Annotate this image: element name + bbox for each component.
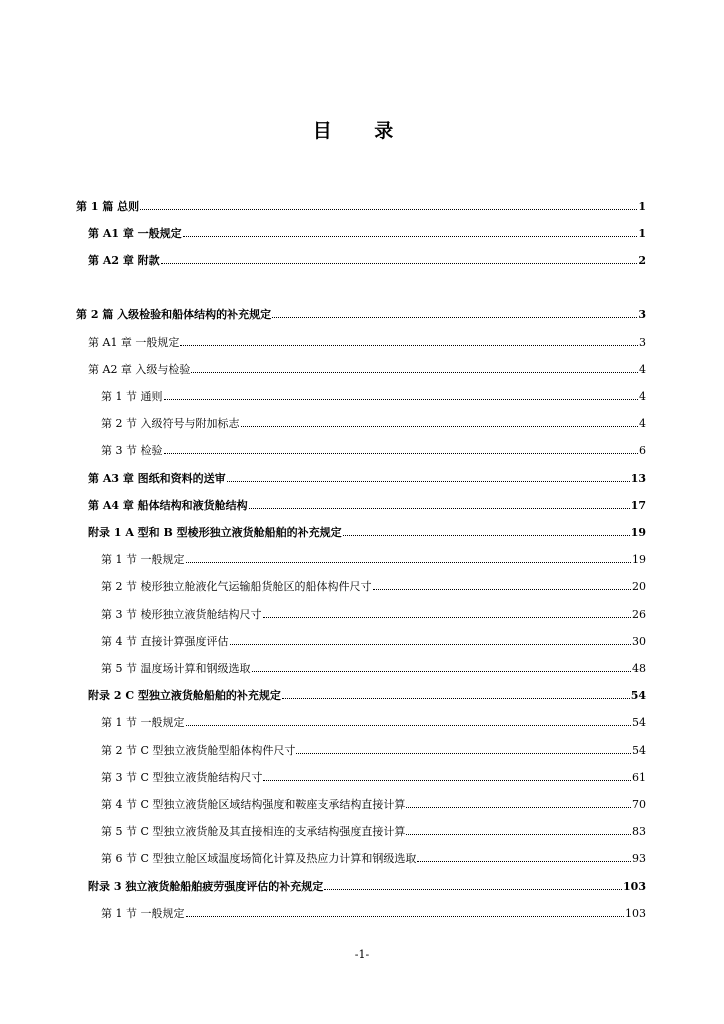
toc-entry-label: 第 5 节 C 型独立液货舱及其直接相连的支承结构强度直接计算 (101, 825, 406, 838)
dot-leader (140, 200, 637, 210)
toc-entry[interactable] (101, 744, 646, 758)
toc-entry-label: 第 A2 章 附款 (88, 254, 160, 267)
toc-entry-label: 附录 2 C 型独立液货舱船舶的补充规定 (88, 689, 281, 702)
toc-entry-label: 第 1 节 通则 (101, 390, 163, 403)
toc-entry-label: 第 A2 章 入级与检验 (88, 363, 191, 376)
page-number-footer: -1- (354, 948, 370, 961)
toc-entry[interactable] (88, 336, 646, 350)
dot-leader (180, 336, 638, 346)
toc-entry-label: 第 4 节 C 型独立液货舱区域结构强度和鞍座支承结构直接计算 (101, 798, 406, 811)
dot-leader (406, 798, 631, 808)
toc-entry-label: 第 4 节 直接计算强度评估 (101, 635, 229, 648)
toc-entry[interactable] (101, 798, 646, 812)
toc-entry-label: 第 1 节 一般规定 (101, 553, 185, 566)
toc-entry-page: 54 (632, 716, 646, 729)
toc-entry[interactable] (88, 363, 646, 377)
toc-entry-page: 17 (630, 499, 646, 512)
toc-entry[interactable] (101, 662, 646, 676)
dot-leader (186, 907, 625, 917)
dot-leader (164, 390, 639, 400)
dot-leader (230, 635, 632, 645)
toc-entry[interactable] (88, 499, 646, 513)
toc-entry-page: 13 (630, 472, 646, 485)
toc-entry-page: 4 (639, 390, 646, 403)
toc-entry-page: 1 (638, 200, 646, 213)
toc-entry-page: 20 (632, 580, 646, 593)
toc-entry-page: 30 (632, 635, 646, 648)
toc-entry[interactable] (101, 825, 646, 839)
toc-entry[interactable] (101, 580, 646, 594)
toc-entry-page: 4 (639, 363, 646, 376)
toc-entry[interactable] (76, 308, 646, 322)
toc-entry[interactable] (101, 553, 646, 567)
dot-leader (252, 662, 632, 672)
dot-leader (343, 526, 630, 536)
toc-entry-page: 103 (623, 880, 646, 893)
toc-entry[interactable] (88, 254, 646, 268)
dot-leader (186, 716, 632, 726)
toc-entry[interactable] (101, 716, 646, 730)
toc-entry-page: 61 (632, 771, 646, 784)
dot-leader (164, 444, 639, 454)
toc-entry[interactable] (101, 608, 646, 622)
toc-entry[interactable] (88, 472, 646, 486)
toc-entry-label: 第 2 节 C 型独立液货舱型船体构件尺寸 (101, 744, 296, 757)
toc-entry-label: 第 3 节 棱形独立液货舱结构尺寸 (101, 608, 262, 621)
dot-leader (191, 363, 638, 373)
page-title: 目 录 (312, 120, 412, 142)
dot-leader (282, 689, 630, 699)
toc-entry-label: 第 A1 章 一般规定 (88, 227, 182, 240)
toc-entry[interactable] (101, 444, 646, 458)
toc-entry-page: 4 (639, 417, 646, 430)
toc-entry[interactable] (88, 689, 646, 703)
dot-leader (186, 553, 632, 563)
toc-entry-label: 附录 3 独立液货舱船舶疲劳强度评估的补充规定 (88, 880, 324, 893)
toc-entry-page: 54 (630, 689, 646, 702)
toc-entry-label: 第 1 节 一般规定 (101, 716, 185, 729)
toc-entry[interactable] (88, 526, 646, 540)
toc-entry-page: 83 (632, 825, 646, 838)
toc-entry[interactable] (101, 390, 646, 404)
toc-entry[interactable] (101, 635, 646, 649)
toc-entry-page: 19 (630, 526, 646, 539)
toc-entry[interactable] (101, 852, 646, 866)
toc-entry-label: 第 1 篇 总则 (76, 200, 140, 213)
toc-entry-page: 3 (638, 308, 646, 321)
dot-leader (417, 852, 631, 862)
toc-entry[interactable] (101, 907, 646, 921)
dot-leader (183, 227, 638, 237)
toc-entry-page: 48 (632, 662, 646, 675)
toc-entry-label: 第 3 节 检验 (101, 444, 163, 457)
toc-entry-label: 第 2 节 棱形独立舱液化气运输船货舱区的船体构件尺寸 (101, 580, 372, 593)
toc-entry-label: 第 A3 章 图纸和资料的送审 (88, 472, 226, 485)
toc-entry-label: 第 3 节 C 型独立液货舱结构尺寸 (101, 771, 263, 784)
toc-entry-label: 第 5 节 温度场计算和钢级选取 (101, 662, 251, 675)
dot-leader (272, 308, 637, 318)
dot-leader (373, 580, 632, 590)
toc-entry[interactable] (88, 227, 646, 241)
dot-leader (263, 771, 631, 781)
toc-entry[interactable] (101, 417, 646, 431)
dot-leader (406, 825, 631, 835)
dot-leader (249, 499, 630, 509)
dot-leader (227, 472, 630, 482)
toc-entry-page: 26 (632, 608, 646, 621)
toc-entry-label: 第 2 篇 入级检验和船体结构的补充规定 (76, 308, 272, 321)
dot-leader (324, 880, 622, 890)
toc-entry-page: 2 (638, 254, 646, 267)
toc-entry-page: 3 (639, 336, 646, 349)
toc-entry-page: 19 (632, 553, 646, 566)
toc-entry-label: 第 1 节 一般规定 (101, 907, 185, 920)
dot-leader (296, 744, 631, 754)
toc-entry[interactable] (101, 771, 646, 785)
dot-leader (241, 417, 639, 427)
toc-entry-label: 第 A1 章 一般规定 (88, 336, 180, 349)
toc-entry-page: 93 (632, 852, 646, 865)
toc-entry-page: 103 (625, 907, 646, 920)
toc-entry-label: 第 2 节 入级符号与附加标志 (101, 417, 240, 430)
toc-entry-page: 70 (632, 798, 646, 811)
toc-entry-page: 1 (638, 227, 646, 240)
toc-entry[interactable] (88, 880, 646, 894)
toc-entry-label: 附录 1 A 型和 B 型棱形独立液货舱船舶的补充规定 (88, 526, 342, 539)
toc-entry-page: 54 (632, 744, 646, 757)
toc-entry-page: 6 (639, 444, 646, 457)
toc-entry[interactable] (76, 200, 646, 214)
dot-leader (263, 608, 632, 618)
toc-entry-label: 第 A4 章 船体结构和液货舱结构 (88, 499, 248, 512)
dot-leader (161, 254, 638, 264)
toc-entry-label: 第 6 节 C 型独立舱区域温度场简化计算及热应力计算和钢级选取 (101, 852, 417, 865)
